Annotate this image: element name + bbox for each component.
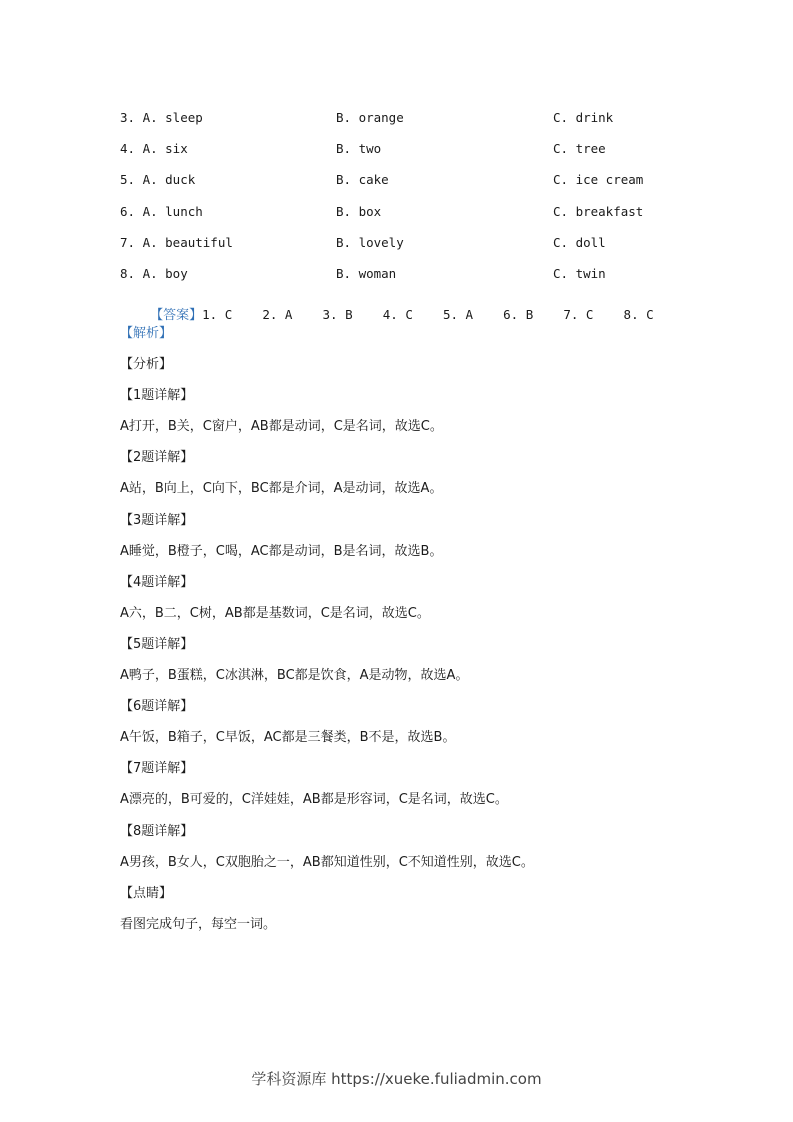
analysis-section [120, 318, 680, 940]
option-c: C. ice cream [553, 172, 644, 188]
page-footer: 学科资源库 https://xueke.fuliadmin.com [251, 1070, 542, 1088]
question-options [120, 102, 680, 289]
section-heading: 【6题详解】 [120, 699, 194, 715]
option-b: B. orange [336, 110, 404, 126]
option-b: B. box [336, 203, 382, 219]
option-c: C. tree [553, 141, 606, 157]
option-b: B. two [336, 141, 382, 157]
option-a: 7. A. beautiful [120, 234, 233, 250]
option-a: 4. A. six [120, 141, 188, 157]
option-a: 6. A. lunch [120, 203, 203, 219]
option-c: C. twin [553, 266, 606, 282]
option-row-8 [120, 258, 680, 289]
answer-label: 【答案】 [150, 308, 203, 323]
explanation-text: A站，B向上，C向下，BC都是介词，A是动词，故选A。 [120, 481, 443, 497]
section-heading: 【1题详解】 [120, 388, 194, 404]
option-c: C. doll [553, 234, 606, 250]
option-row-6 [120, 196, 680, 227]
section-heading: 【3题详解】 [120, 512, 194, 528]
option-a: 8. A. boy [120, 266, 188, 282]
option-row-3 [120, 102, 680, 133]
analysis-label: 【解析】 [120, 326, 173, 341]
option-b: B. cake [336, 172, 389, 188]
explanation-text: A鸭子，B蛋糕，C冰淇淋，BC都是饮食，A是动物，故选A。 [120, 668, 469, 684]
option-b: B. lovely [336, 234, 404, 250]
answer-values: 1. C 2. A 3. B 4. C 5. A 6. B 7. C 8. C [202, 307, 654, 322]
explanation-text: A午饭，B箱子，C早饭，AC都是三餐类，B不是，故选B。 [120, 730, 456, 746]
explanation-text: A睡觉，B橙子，C喝，AC都是动词，B是名词，故选B。 [120, 543, 443, 559]
option-b: B. woman [336, 266, 397, 282]
option-a: 5. A. duck [120, 172, 196, 188]
section-heading: 【4题详解】 [120, 574, 194, 590]
option-c: C. drink [553, 110, 614, 126]
explanation-text: 看图完成句子，每空一词。 [120, 916, 277, 932]
section-heading: 【8题详解】 [120, 823, 194, 839]
option-row-7 [120, 227, 680, 258]
option-c: C. breakfast [553, 203, 644, 219]
section-heading: 【2题详解】 [120, 450, 194, 466]
section-heading: 【7题详解】 [120, 761, 194, 777]
explanation-text: A男孩，B女人，C双胞胎之一，AB都知道性别，C不知道性别，故选C。 [120, 854, 534, 870]
section-heading: 【分析】 [120, 357, 173, 373]
explanation-text: A漂亮的，B可爱的，C洋娃娃，AB都是形容词，C是名词，故选C。 [120, 792, 508, 808]
section-heading: 【5题详解】 [120, 636, 194, 652]
option-row-5 [120, 164, 680, 195]
section-heading: 【点睛】 [120, 885, 173, 901]
option-a: 3. A. sleep [120, 110, 203, 126]
explanation-text: A打开，B关，C窗户，AB都是动词，C是名词，故选C。 [120, 419, 443, 435]
explanation-text: A六，B二，C树，AB都是基数词，C是名词，故选C。 [120, 605, 430, 621]
option-row-4 [120, 133, 680, 164]
